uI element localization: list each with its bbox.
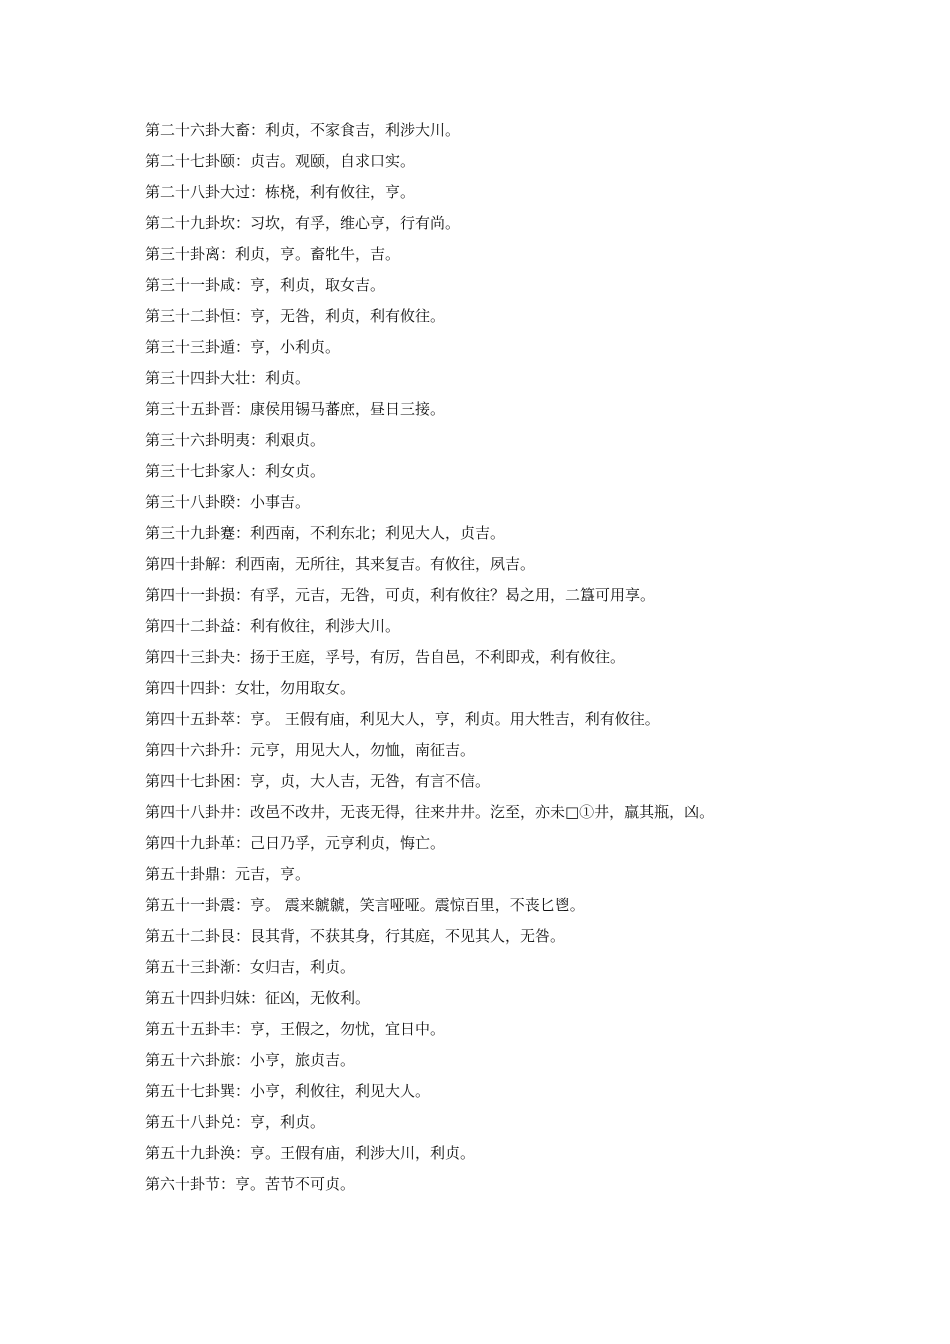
hexagram-line-42: 第四十二卦益：利有攸往，利涉大川。: [145, 617, 401, 635]
hexagram-line-49: 第四十九卦革：己日乃孚，元亨利贞，悔亡。: [145, 834, 446, 852]
hexagram-line-43: 第四十三卦夬：扬于王庭，孚号，有厉，告自邑，不利即戎，利有攸往。: [145, 648, 626, 666]
hexagram-line-45: 第四十五卦萃：亨。 王假有庙，利见大人，亨，利贞。用大牲吉，利有攸往。: [145, 710, 660, 728]
hexagram-line-33: 第三十三卦遁：亨，小利贞。: [145, 338, 341, 356]
hexagram-line-34: 第三十四卦大壮：利贞。: [145, 369, 311, 387]
hexagram-line-32: 第三十二卦恒：亨，无咎，利贞，利有攸往。: [145, 307, 446, 325]
hexagram-line-27: 第二十七卦颐：贞吉。观颐，自求口实。: [145, 152, 416, 170]
hexagram-line-59: 第五十九卦涣：亨。王假有庙，利涉大川，利贞。: [145, 1144, 476, 1162]
hexagram-line-31: 第三十一卦咸：亨，利贞，取女吉。: [145, 276, 386, 294]
hexagram-line-46: 第四十六卦升：元亨，用见大人，勿恤，南征吉。: [145, 741, 476, 759]
hexagram-line-29: 第二十九卦坎：习坎，有孚，维心亨，行有尚。: [145, 214, 461, 232]
hexagram-line-50: 第五十卦鼎：元吉，亨。: [145, 865, 311, 883]
hexagram-line-36: 第三十六卦明夷：利艰贞。: [145, 431, 326, 449]
hexagram-line-51: 第五十一卦震：亨。 震来虩虩，笑言哑哑。震惊百里，不丧匕鬯。: [145, 896, 585, 914]
hexagram-line-38: 第三十八卦睽：小事吉。: [145, 493, 311, 511]
hexagram-line-60: 第六十卦节：亨。苦节不可贞。: [145, 1175, 356, 1193]
hexagram-line-58: 第五十八卦兑：亨，利贞。: [145, 1113, 326, 1131]
hexagram-line-41: 第四十一卦损：有孚，元吉，无咎，可贞，利有攸往？曷之用，二簋可用享。: [145, 586, 656, 604]
hexagram-line-30: 第三十卦离：利贞，亨。畜牝牛，吉。: [145, 245, 401, 263]
hexagram-list: [145, 115, 885, 1200]
hexagram-line-52: 第五十二卦艮：艮其背，不获其身，行其庭，不见其人，无咎。: [145, 927, 566, 945]
hexagram-line-54: 第五十四卦归妹：征凶，无攸利。: [145, 989, 371, 1007]
hexagram-line-37: 第三十七卦家人：利女贞。: [145, 462, 326, 480]
hexagram-line-53: 第五十三卦渐：女归吉，利贞。: [145, 958, 356, 976]
hexagram-line-35: 第三十五卦晋：康侯用锡马蕃庶，昼日三接。: [145, 400, 446, 418]
hexagram-line-57: 第五十七卦巽：小亨，利攸往，利见大人。: [145, 1082, 431, 1100]
hexagram-line-40: 第四十卦解：利西南，无所往，其来复吉。有攸往，夙吉。: [145, 555, 536, 573]
hexagram-line-39: 第三十九卦蹇：利西南，不利东北；利见大人，贞吉。: [145, 524, 506, 542]
hexagram-line-55: 第五十五卦丰：亨，王假之，勿忧，宜日中。: [145, 1020, 446, 1038]
hexagram-line-44: 第四十四卦：女壮，勿用取女。: [145, 679, 356, 697]
hexagram-line-48: 第四十八卦井：改邑不改井，无丧无得，往来井井。汔至，亦未□①井，羸其瓶，凶。: [145, 803, 715, 821]
hexagram-line-26: 第二十六卦大畜：利贞，不家食吉，利涉大川。: [145, 121, 461, 139]
hexagram-line-28: 第二十八卦大过：栋桡，利有攸往，亨。: [145, 183, 416, 201]
hexagram-line-56: 第五十六卦旅：小亨，旅贞吉。: [145, 1051, 356, 1069]
hexagram-line-47: 第四十七卦困：亨，贞，大人吉，无咎，有言不信。: [145, 772, 491, 790]
